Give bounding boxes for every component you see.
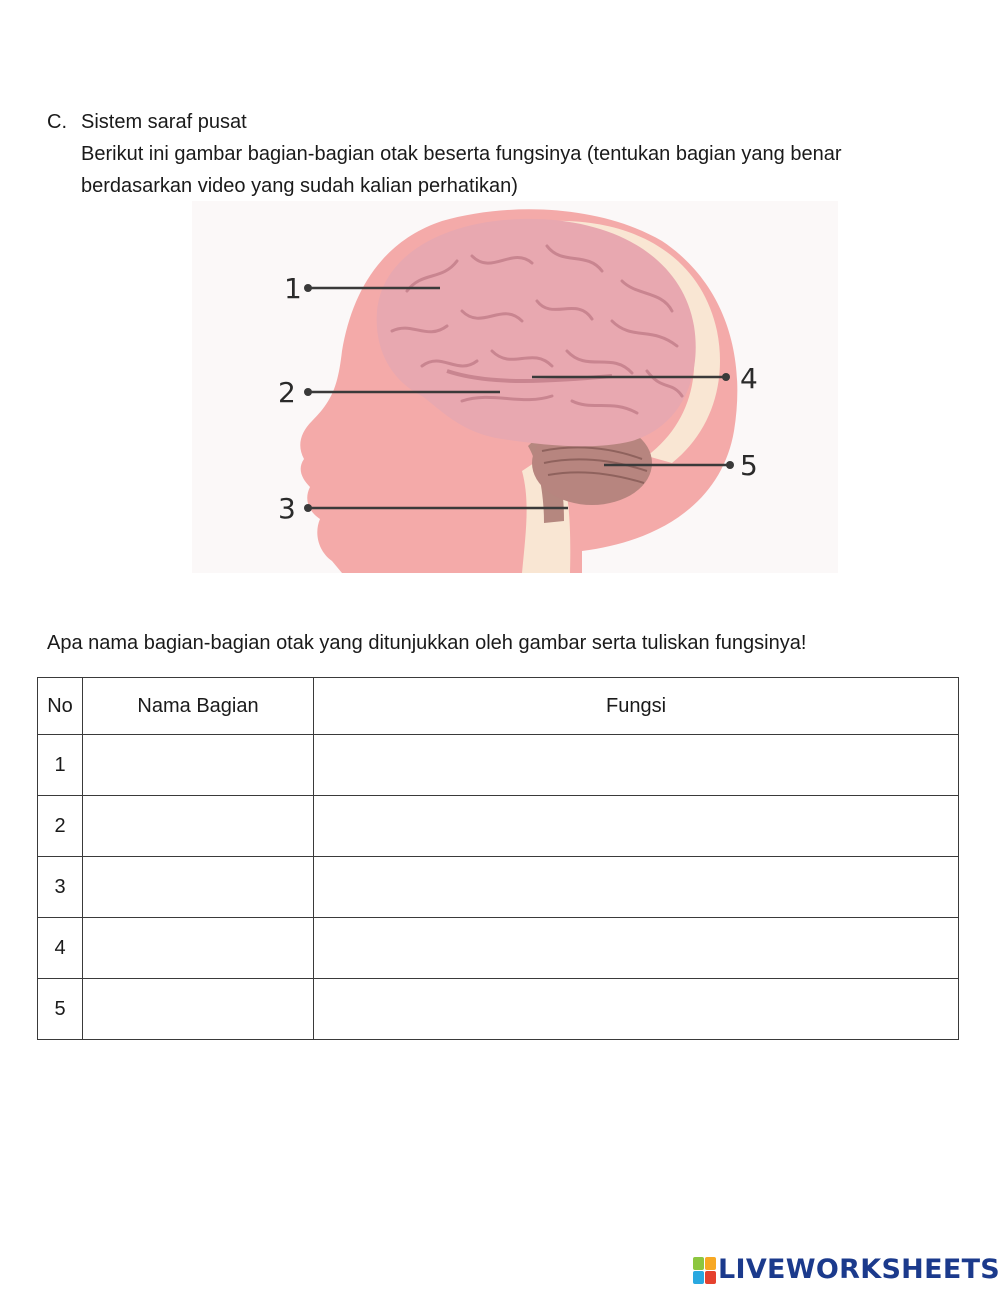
figure-label-5: 5: [740, 449, 758, 482]
brain-figure: [192, 201, 838, 573]
figure-label-3: 3: [278, 492, 296, 525]
table-row: [38, 979, 959, 1040]
table-row: [38, 796, 959, 857]
table-row: [38, 857, 959, 918]
row-number: 5: [38, 979, 83, 1040]
section-title: Sistem saraf pusat: [81, 111, 247, 133]
row-number: 2: [38, 796, 83, 857]
header-nama-bagian: Nama Bagian: [83, 678, 314, 735]
fungsi-cell[interactable]: [314, 796, 959, 857]
section-heading: [47, 106, 247, 138]
row-number: 4: [38, 918, 83, 979]
figure-label-4: 4: [740, 362, 758, 395]
pointer-dot-2: [304, 388, 312, 396]
section-letter: C.: [47, 111, 67, 133]
fungsi-cell[interactable]: [314, 735, 959, 796]
pointer-dot-5: [726, 461, 734, 469]
header-no: No: [38, 678, 83, 735]
fungsi-cell[interactable]: [314, 979, 959, 1040]
nama-bagian-cell[interactable]: [83, 796, 314, 857]
logo-square-orange: [705, 1257, 716, 1270]
liveworksheets-icon: [693, 1257, 715, 1283]
row-number: 1: [38, 735, 83, 796]
pointer-dot-4: [722, 373, 730, 381]
brain-illustration: [192, 201, 838, 573]
row-number: 3: [38, 857, 83, 918]
table-row: [38, 735, 959, 796]
section-intro: Berikut ini gambar bagian-bagian otak beserta fungsinya (tentukan bagian yang benar berdasarkan video yang sudah kalian perhatikan): [81, 143, 842, 197]
pointer-dot-3: [304, 504, 312, 512]
pointer-dot-1: [304, 284, 312, 292]
brand-text: LIVEWORKSHEETS: [718, 1254, 1000, 1285]
nama-bagian-cell[interactable]: [83, 857, 314, 918]
question-text: Apa nama bagian-bagian otak yang ditunjukkan oleh gambar serta tuliskan fungsinya!: [47, 632, 807, 654]
logo-square-green: [693, 1257, 704, 1270]
nama-bagian-cell[interactable]: [83, 735, 314, 796]
logo-square-red: [705, 1271, 716, 1284]
liveworksheets-logo: [693, 1254, 1000, 1285]
nama-bagian-cell[interactable]: [83, 918, 314, 979]
figure-label-1: 1: [284, 272, 302, 305]
nama-bagian-cell[interactable]: [83, 979, 314, 1040]
fungsi-cell[interactable]: [314, 857, 959, 918]
table-row: [38, 918, 959, 979]
table-header-row: [38, 678, 959, 735]
logo-square-blue: [693, 1271, 704, 1284]
figure-label-2: 2: [278, 376, 296, 409]
header-fungsi: Fungsi: [314, 678, 959, 735]
fungsi-cell[interactable]: [314, 918, 959, 979]
answer-table: [37, 677, 959, 1040]
